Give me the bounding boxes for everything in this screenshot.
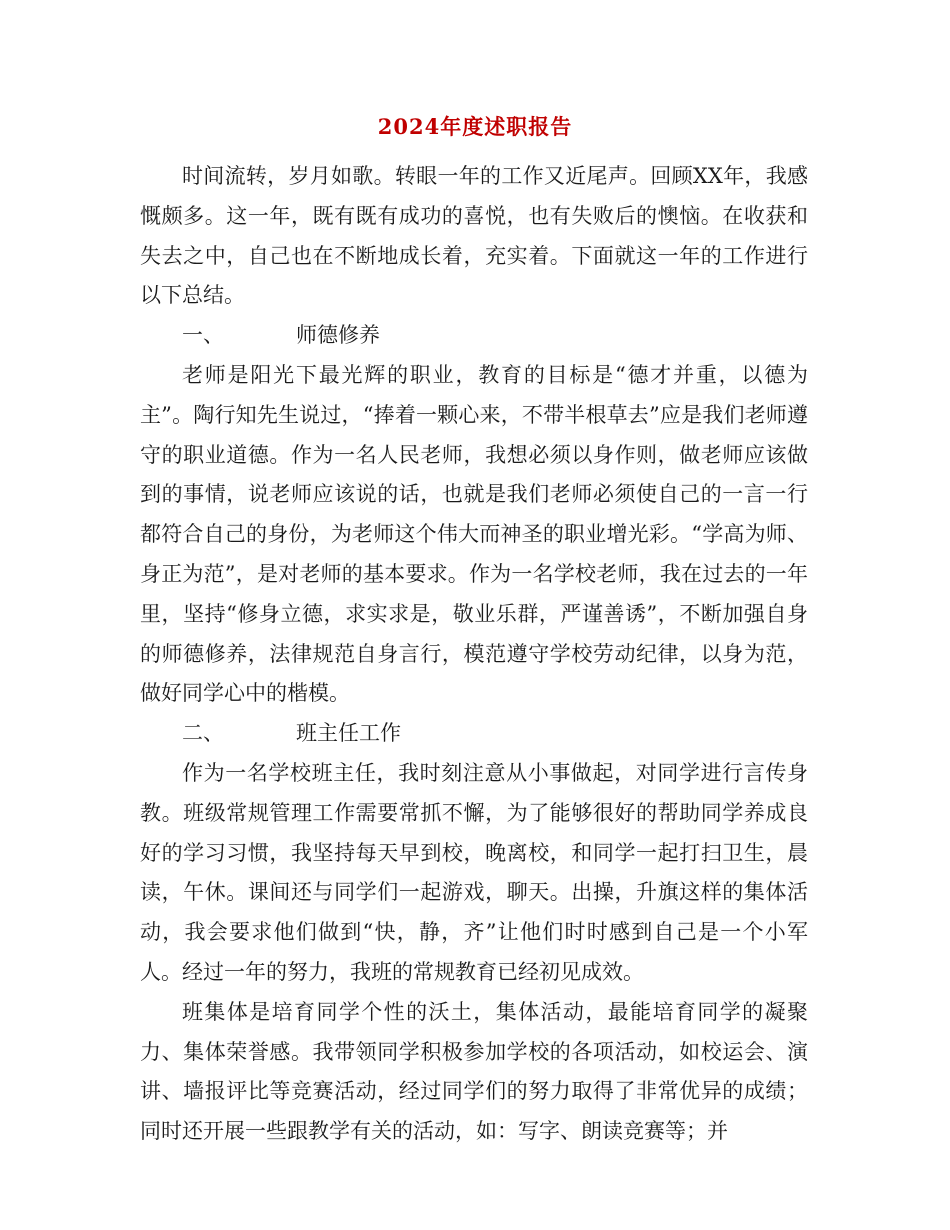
section-number-1: 一、 [182,323,224,348]
document-title: 2024年度述职报告 [377,114,573,139]
section-heading-1 [140,316,808,356]
section-1-paragraph-1: 老师是阳光下最光辉的职业，教育的目标是“德才并重，以德为主”。陶行知先生说过，“捧着一颗心来，不带半根草去”应是我们老师遵守的职业道德。作为一名人民老师，我想必须以身作则，做老师应该做到的事情，说老师应该说的话，也就是我们老师必须使自己的一言一行都符合自己的身份，为老师这个伟大而神圣的职业增光彩。“学高为师、身正为范”，是对老师的基本要求。作为一名学校老师，我在过去的一年里，坚持“修身立德，求实求是，敬业乐群，严谨善诱”，不断加强自身的师德修养，法律规范自身言行，模范遵守学校劳动纪律，以身为范，做好同学心中的楷模。 [140,362,808,706]
section-2-paragraph-1: 作为一名学校班主任，我时刻注意从小事做起，对同学进行言传身教。班级常规管理工作需要常抓不懈，为了能够很好的帮助同学养成良好的学习习惯，我坚持每天早到校，晚离校，和同学一起打扫卫生，晨读，午休。课间还与同学们一起游戏，聊天。出操，升旗这样的集体活动，我会要求他们做到“快，静，齐”让他们时时感到自己是一个小军人。经过一年的努力，我班的常规教育已经初见成效。 [140,760,808,984]
section-title-1: 师德修养 [296,323,380,348]
intro-paragraph: 时间流转，岁月如歌。转眼一年的工作又近尾声。回顾XX年，我感慨颇多。这一年，既有既有成功的喜悦，也有失败后的懊恼。在收获和失去之中，自己也在不断地成长着，充实着。下面就这一年的工作进行以下总结。 [140,164,808,308]
section-2-paragraph-2: 班集体是培育同学个性的沃土，集体活动，最能培育同学的凝聚力、集体荣誉感。我带领同学积极参加学校的各项活动，如校运会、演讲、墙报评比等竞赛活动，经过同学们的努力取得了非常优异的成绩；同时还开展一些跟教学有关的活动，如：写字、朗读竞赛等；并 [140,999,808,1144]
section-heading-2 [140,714,808,754]
document-body [140,157,808,1152]
section-number-2: 二、 [182,721,224,746]
section-title-2: 班主任工作 [296,721,401,746]
